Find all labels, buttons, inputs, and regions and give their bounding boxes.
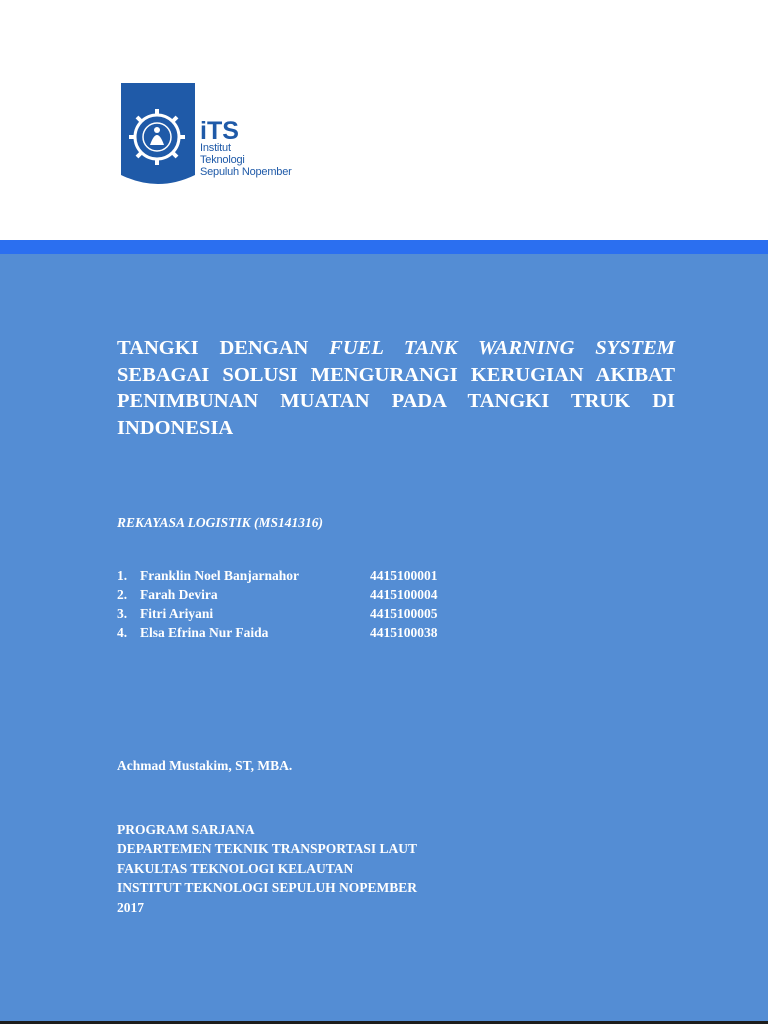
member-number: 3.: [117, 606, 128, 621]
header-stripe: [0, 240, 768, 254]
advisor-name: Achmad Mustakim, ST, MBA.: [117, 758, 293, 773]
logo-line-sepuluh-nopember: Sepuluh Nopember: [200, 166, 292, 178]
member-item: [117, 585, 457, 604]
member-number: 4.: [117, 625, 128, 640]
member-name: Farah Devira: [140, 587, 218, 602]
logo-line-teknologi: Teknologi: [200, 154, 245, 166]
member-item: [117, 566, 457, 585]
member-name: Elsa Efrina Nur Faida: [140, 625, 269, 640]
member-nrp: 4415100005: [370, 606, 438, 621]
program-name: PROGRAM SARJANA: [117, 822, 255, 837]
logo-brand: iTS: [200, 117, 239, 145]
member-nrp: 4415100004: [370, 587, 438, 602]
member-list: [117, 566, 457, 642]
faculty-name: FAKULTAS TEKNOLOGI KELAUTAN: [117, 860, 354, 876]
header-area: [0, 0, 768, 240]
member-name: Franklin Noel Banjarnahor: [140, 568, 300, 583]
member-number: 1.: [117, 568, 128, 583]
institution-block: [117, 820, 417, 917]
member-item: [117, 604, 457, 623]
member-number: 2.: [117, 587, 128, 602]
institute-name: INSTITUT TEKNOLOGI SEPULUH NOPEMBER: [117, 880, 417, 896]
document-title: [117, 335, 675, 441]
member-nrp: 4415100038: [370, 625, 438, 640]
its-emblem-icon: [121, 83, 195, 189]
title-italic: FUEL TANK WARNING SYSTEM: [329, 337, 675, 359]
member-item: [117, 623, 457, 642]
year: 2017: [117, 899, 144, 915]
logo-line-institut: Institut: [200, 142, 231, 154]
its-wordmark: [200, 117, 292, 178]
course-name: REKAYASA LOGISTIK (MS141316): [117, 515, 324, 530]
title-part-2: SEBAGAI SOLUSI MENGURANGI KERUGIAN AKIBAT PENIMBUNAN MUATAN PADA TANGKI TRUK DI INDONESIA: [117, 363, 675, 439]
member-name: Fitri Ariyani: [140, 606, 214, 621]
member-nrp: 4415100001: [370, 568, 438, 583]
title-part-1: TANGKI DENGAN: [117, 337, 330, 359]
department-name: DEPARTEMEN TEKNIK TRANSPORTASI LAUT: [117, 841, 417, 857]
